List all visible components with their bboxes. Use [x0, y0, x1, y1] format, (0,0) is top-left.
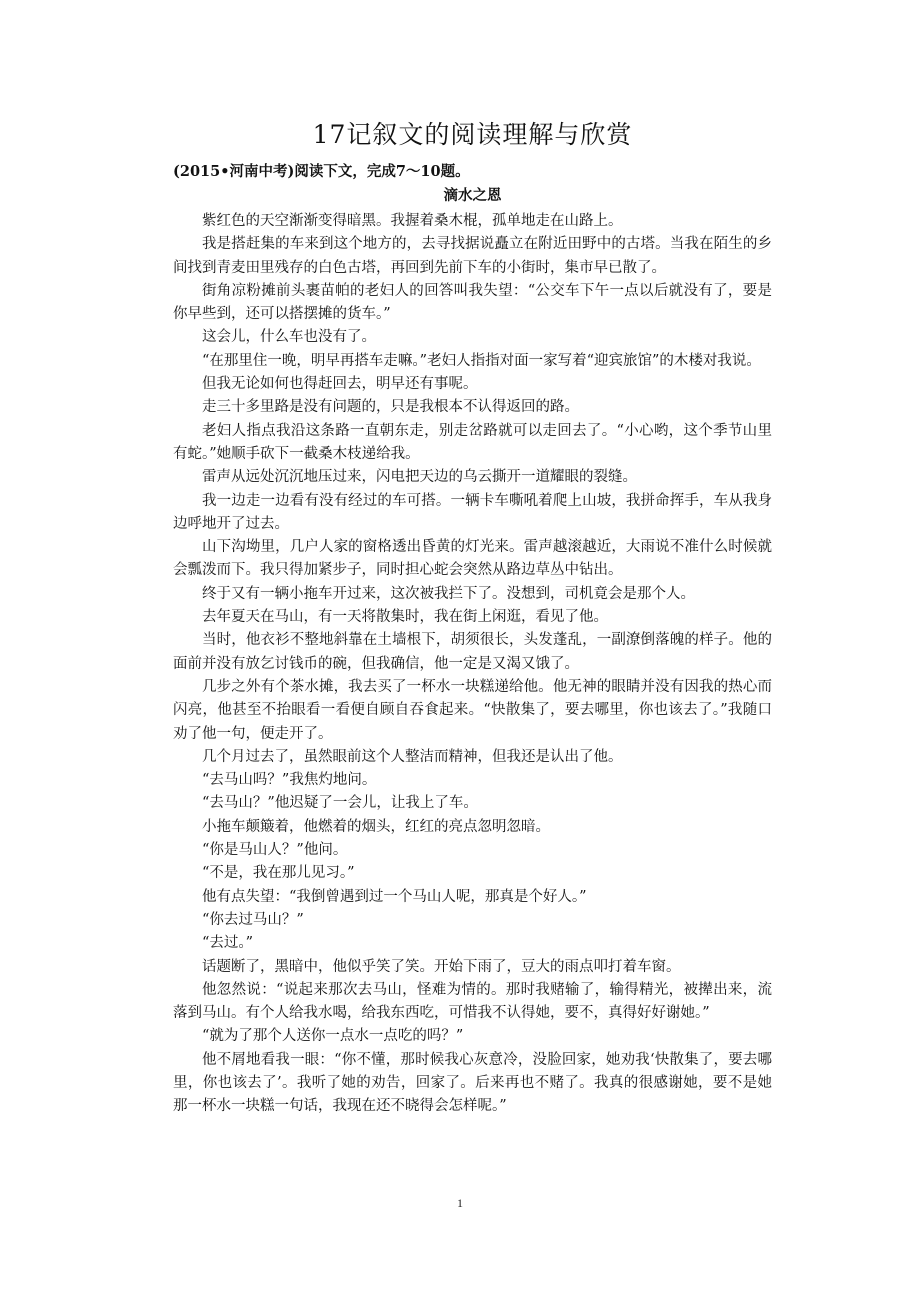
paragraph: “去马山吗？”我焦灼地问。 [202, 772, 377, 789]
paragraph: 街角凉粉摊前头裹苗帕的老妇人的回答叫我失望：“公交车下午一点以后就没有了，要是你早些到，还可以搭摆摊的货车。” [173, 282, 772, 323]
paragraph: 终于又有一辆小拖车开过来，这次被我拦下了。没想到，司机竟会是那个人。 [202, 585, 695, 602]
paragraph: 他不屑地看我一眼：“你不懂，那时候我心灰意冷，没脸回家，她劝我‘快散集了，要去哪里，你也该去了’。我听了她的劝告，回家了。后来再也不赌了。我真的很感谢她，要不是她那一杯水一块糕一句话，我现在还不晓得会怎样呢。” [173, 1051, 772, 1115]
paragraph: 这会儿，什么车也没有了。 [202, 329, 376, 346]
article-body [173, 210, 772, 1119]
paragraph: “你去过马山？” [202, 911, 304, 928]
article-title: 滴水之恩 [443, 187, 502, 204]
paragraph: 紫红色的天空渐渐变得暗黑。我握着桑木棍，孤单地走在山路上。 [202, 213, 623, 229]
paragraph: “在那里住一晚，明早再搭车走嘛。”老妇人指指对面一家写着“迎宾旅馆”的木楼对我说。 [202, 352, 761, 369]
question-intro: (2015•河南中考)阅读下文，完成7～10题。 [173, 163, 470, 180]
paragraph: 小拖车颠簸着，他燃着的烟头，红红的亮点忽明忽暗。 [202, 818, 550, 835]
paragraph: 几个月过去了，虽然眼前这个人整洁而精神，但我还是认出了他。 [202, 748, 623, 765]
paragraph: 他忽然说：“说起来那次去马山，怪难为情的。那时我赌输了，输得精光，被撵出来，流落到马山。有个人给我水喝，给我东西吃，可惜我不认得她，要不，真得好好谢她。” [173, 981, 772, 1022]
paragraph: 走三十多里路是没有问题的，只是我根本不认得返回的路。 [202, 399, 579, 416]
paragraph: 他有点失望：“我倒曾遇到过一个马山人呢，那真是个好人。” [202, 888, 587, 905]
paragraph: 去年夏天在马山，有一天将散集时，我在街上闲逛，看见了他。 [202, 609, 608, 626]
page-number: 1 [457, 1196, 463, 1210]
paragraph: 山下沟坳里，几户人家的窗格透出昏黄的灯光来。雷声越滚越近，大雨说不准什么时候就会瓢泼而下。我只得加紧步子，同时担心蛇会突然从路边草丛中钻出。 [173, 539, 772, 579]
paragraph: “去过。” [202, 935, 254, 952]
paragraph: “不是，我在那儿见习。” [202, 865, 355, 882]
paragraph: 但我无论如何也得赶回去，明早还有事呢。 [202, 376, 478, 393]
paragraph: 当时，他衣衫不整地斜靠在土墙根下，胡须很长，头发蓬乱，一副潦倒落魄的样子。他的面前并没有放乞讨钱币的碗，但我确信，他一定是又渴又饿了。 [173, 632, 772, 672]
paragraph: “你是马山人？”他问。 [202, 842, 348, 859]
paragraph: 老妇人指点我沿这条路一直朝东走，别走岔路就可以走回去了。“小心哟，这个季节山里有蛇。”她顺手砍下一截桑木枝递给我。 [173, 422, 772, 462]
paragraph: 话题断了，黑暗中，他似乎笑了笑。开始下雨了，豆大的雨点叩打着车窗。 [202, 958, 681, 975]
paragraph: 几步之外有个茶水摊，我去买了一杯水一块糕递给他。他无神的眼睛并没有因我的热心而闪亮，他甚至不抬眼看一看便自顾自吞食起来。“快散集了，要去哪里，你也该去了。”我随口劝了他一句，便走开了。 [173, 678, 772, 742]
paragraph: “去马山？”他迟疑了一会儿，让我上了车。 [202, 795, 478, 812]
paragraph: “就为了那个人送你一点水一点吃的吗？” [202, 1028, 464, 1045]
document-title: 17记叙文的阅读理解与欣赏 [312, 120, 633, 149]
paragraph: 我一边走一边看有没有经过的车可搭。一辆卡车嘶吼着爬上山坡，我拼命挥手，车从我身边呼地开了过去。 [173, 492, 772, 532]
paragraph: 雷声从远处沉沉地压过来，闪电把天边的乌云撕开一道耀眼的裂缝。 [202, 469, 637, 486]
paragraph: 我是搭赶集的车来到这个地方的，去寻找据说矗立在附近田野中的古塔。当我在陌生的乡间找到青麦田里残存的白色古塔，再回到先前下车的小街时，集市早已散了。 [173, 236, 772, 276]
